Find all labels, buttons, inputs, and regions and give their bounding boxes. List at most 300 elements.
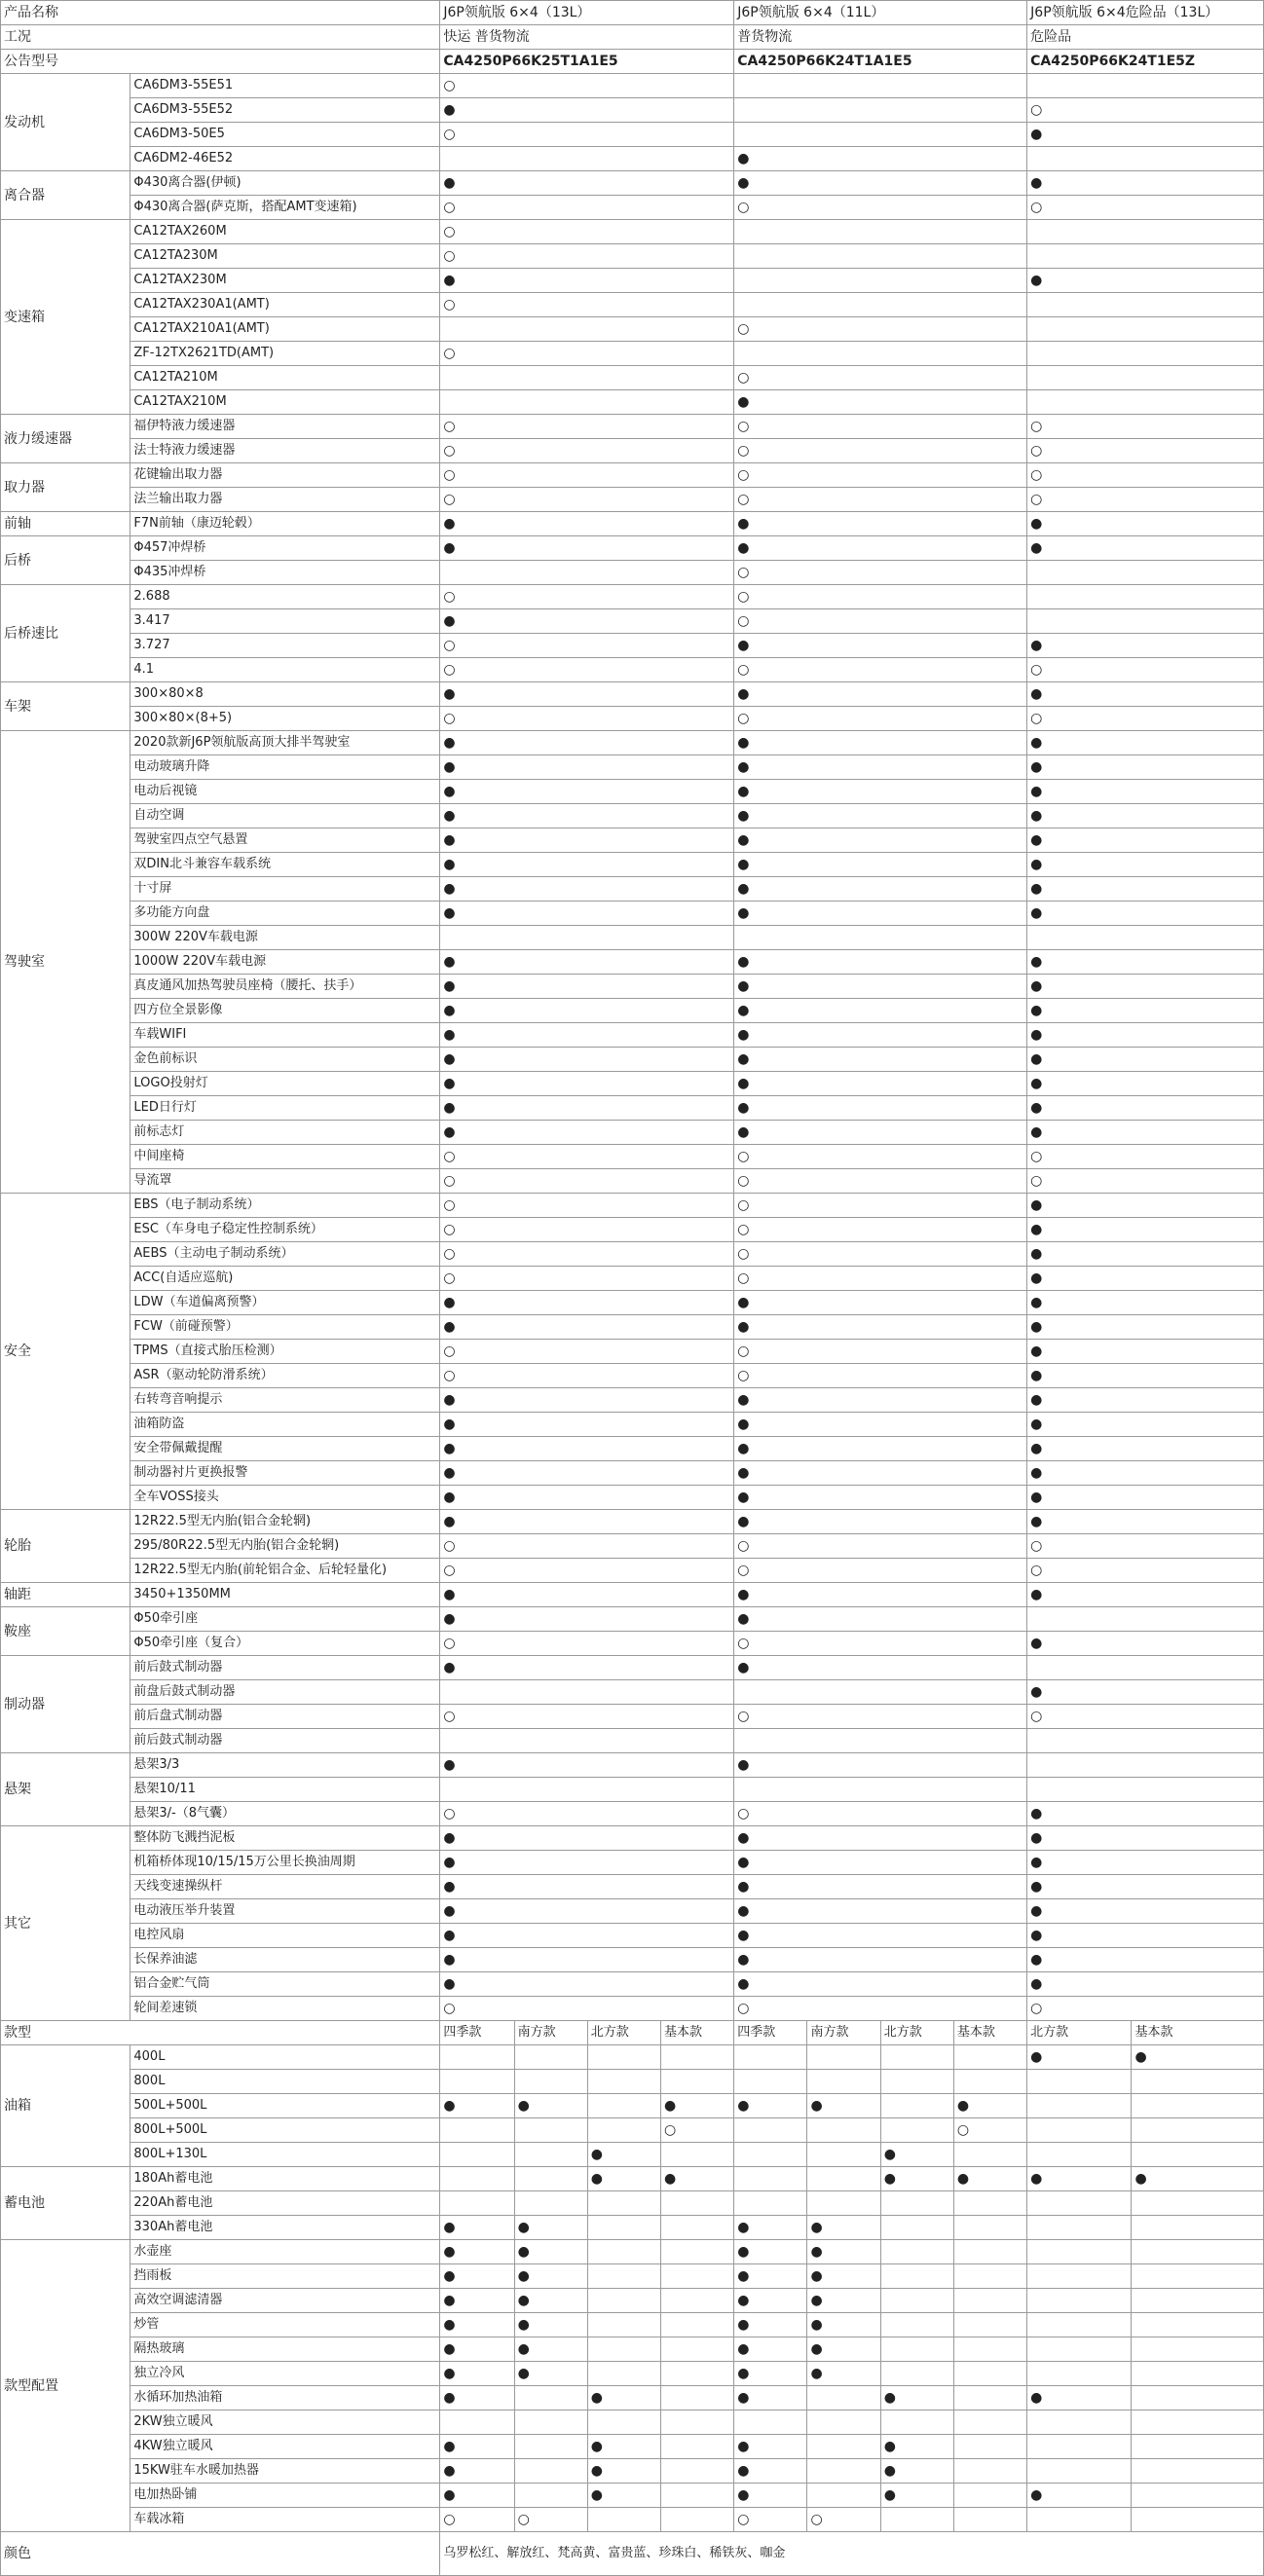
spec-mark: ○ bbox=[440, 1802, 734, 1826]
item-label: 天线变速操纵杆 bbox=[130, 1875, 440, 1899]
item-label: 法士特液力缓速器 bbox=[130, 439, 440, 463]
spec-mark bbox=[1027, 147, 1264, 171]
spec-mark: ○ bbox=[440, 1534, 734, 1559]
group-label: 轮胎 bbox=[1, 1510, 130, 1583]
variant-mark: ● bbox=[440, 2362, 514, 2386]
table-row bbox=[1, 609, 1264, 634]
variant-mark: ● bbox=[880, 2459, 953, 2484]
variant-name: 北方款 bbox=[1027, 2021, 1132, 2045]
spec-mark bbox=[1027, 1656, 1264, 1680]
group-label: 取力器 bbox=[1, 463, 130, 512]
variant-mark bbox=[1027, 2508, 1132, 2532]
variant-mark bbox=[880, 2240, 953, 2264]
variant-mark bbox=[514, 2484, 587, 2508]
variant-mark: ● bbox=[587, 2143, 660, 2167]
table-row bbox=[1, 98, 1264, 123]
spec-mark: ● bbox=[734, 536, 1027, 561]
spec-mark: ○ bbox=[1027, 98, 1264, 123]
spec-mark: ○ bbox=[1027, 658, 1264, 682]
spec-mark: ● bbox=[734, 1315, 1027, 1340]
item-label: 15KW驻车水暖加热器 bbox=[130, 2459, 440, 2484]
item-label: 高效空调滤清器 bbox=[130, 2289, 440, 2313]
spec-mark: ● bbox=[440, 731, 734, 755]
variant-mark bbox=[514, 2191, 587, 2216]
table-row bbox=[1, 2118, 1264, 2143]
variant-header-row bbox=[1, 2021, 1264, 2045]
group-label: 车架 bbox=[1, 682, 130, 731]
item-label: 金色前标识 bbox=[130, 1048, 440, 1072]
table-row bbox=[1, 1924, 1264, 1948]
variant-mark bbox=[514, 2143, 587, 2167]
spec-mark: ● bbox=[1027, 975, 1264, 999]
variant-mark bbox=[1027, 2094, 1132, 2118]
group-label: 轴距 bbox=[1, 1583, 130, 1607]
spec-mark: ● bbox=[734, 1413, 1027, 1437]
item-label: 水循环加热油箱 bbox=[130, 2386, 440, 2410]
table-row bbox=[1, 1510, 1264, 1534]
spec-mark: ○ bbox=[1027, 1534, 1264, 1559]
item-label: Φ50牵引座 bbox=[130, 1607, 440, 1632]
variant-name: 南方款 bbox=[807, 2021, 880, 2045]
spec-mark: ○ bbox=[440, 196, 734, 220]
spec-mark: ● bbox=[440, 1656, 734, 1680]
spec-mark: ● bbox=[440, 902, 734, 926]
variant-mark: ● bbox=[807, 2240, 880, 2264]
spec-mark bbox=[734, 123, 1027, 147]
variant-mark: ● bbox=[514, 2094, 587, 2118]
spec-mark: ○ bbox=[440, 293, 734, 317]
spec-mark: ● bbox=[1027, 1218, 1264, 1242]
variant-mark: ● bbox=[1027, 2386, 1132, 2410]
variant-mark: ● bbox=[661, 2167, 734, 2191]
table-row bbox=[1, 1388, 1264, 1413]
spec-mark: ● bbox=[1027, 902, 1264, 926]
variant-mark bbox=[734, 2070, 807, 2094]
table-row bbox=[1, 2070, 1264, 2094]
item-label: 悬架3/-（8气囊） bbox=[130, 1802, 440, 1826]
table-row bbox=[1, 2143, 1264, 2167]
spec-mark bbox=[734, 1729, 1027, 1753]
spec-mark: ● bbox=[1027, 1340, 1264, 1364]
table-row bbox=[1, 1997, 1264, 2021]
item-label: 330Ah蓄电池 bbox=[130, 2216, 440, 2240]
spec-mark: ● bbox=[734, 1510, 1027, 1534]
group-label: 变速箱 bbox=[1, 220, 130, 415]
item-label: 300×80×8 bbox=[130, 682, 440, 707]
spec-mark: ● bbox=[440, 1388, 734, 1413]
spec-mark: ○ bbox=[734, 1194, 1027, 1218]
spec-mark: ○ bbox=[1027, 1997, 1264, 2021]
variant-mark: ● bbox=[514, 2313, 587, 2337]
variant-mark: ● bbox=[734, 2240, 807, 2264]
spec-mark: ○ bbox=[734, 196, 1027, 220]
variant-mark: ● bbox=[807, 2337, 880, 2362]
item-label: Φ457冲焊桥 bbox=[130, 536, 440, 561]
spec-mark: ● bbox=[1027, 1826, 1264, 1851]
variant-mark bbox=[1027, 2362, 1132, 2386]
variant-mark bbox=[807, 2045, 880, 2070]
spec-mark: ○ bbox=[440, 1632, 734, 1656]
spec-mark: ○ bbox=[1027, 415, 1264, 439]
variant-mark bbox=[1027, 2143, 1132, 2167]
spec-mark: ○ bbox=[1027, 707, 1264, 731]
item-label: 制动器衬片更换报警 bbox=[130, 1461, 440, 1486]
variant-mark: ● bbox=[880, 2484, 953, 2508]
table-row bbox=[1, 1121, 1264, 1145]
table-row bbox=[1, 1096, 1264, 1121]
item-label: 真皮通风加热驾驶员座椅（腰托、扶手） bbox=[130, 975, 440, 999]
spec-mark: ○ bbox=[1027, 439, 1264, 463]
table-row bbox=[1, 1315, 1264, 1340]
spec-mark: ○ bbox=[1027, 1145, 1264, 1169]
item-label: FCW（前碰预警） bbox=[130, 1315, 440, 1340]
variant-mark bbox=[953, 2191, 1026, 2216]
spec-mark: ● bbox=[440, 1607, 734, 1632]
variant-mark bbox=[953, 2289, 1026, 2313]
spec-mark: ● bbox=[734, 1924, 1027, 1948]
spec-mark: ○ bbox=[440, 707, 734, 731]
item-label: CA12TAX230M bbox=[130, 269, 440, 293]
spec-mark: ● bbox=[440, 536, 734, 561]
item-label: 多功能方向盘 bbox=[130, 902, 440, 926]
spec-mark: ○ bbox=[734, 463, 1027, 488]
spec-mark: ○ bbox=[440, 1145, 734, 1169]
spec-mark: ● bbox=[734, 1851, 1027, 1875]
item-label: CA12TA210M bbox=[130, 366, 440, 390]
item-label: Φ435冲焊桥 bbox=[130, 561, 440, 585]
variant-mark bbox=[1132, 2216, 1264, 2240]
spec-mark: ● bbox=[1027, 828, 1264, 853]
spec-mark: ● bbox=[440, 1948, 734, 1972]
spec-mark: ● bbox=[1027, 536, 1264, 561]
spec-mark: ○ bbox=[734, 317, 1027, 342]
item-label: TPMS（直接式胎压检测） bbox=[130, 1340, 440, 1364]
spec-mark bbox=[440, 366, 734, 390]
item-label: 前盘后鼓式制动器 bbox=[130, 1680, 440, 1705]
spec-mark: ● bbox=[734, 1096, 1027, 1121]
spec-mark: ○ bbox=[440, 1267, 734, 1291]
variant-mark bbox=[734, 2045, 807, 2070]
variant-mark: ● bbox=[734, 2386, 807, 2410]
table-row bbox=[1, 1607, 1264, 1632]
spec-mark bbox=[1027, 390, 1264, 415]
color-label: 颜色 bbox=[1, 2532, 440, 2576]
spec-mark: ○ bbox=[734, 707, 1027, 731]
item-label: AEBS（主动电子制动系统） bbox=[130, 1242, 440, 1267]
table-row bbox=[1, 975, 1264, 999]
item-label: F7N前轴（康迈轮毂） bbox=[130, 512, 440, 536]
spec-mark: ● bbox=[734, 1899, 1027, 1924]
variant-mark: ● bbox=[807, 2264, 880, 2289]
variant-mark: ● bbox=[1132, 2167, 1264, 2191]
variant-mark bbox=[953, 2337, 1026, 2362]
item-label: 导流罩 bbox=[130, 1169, 440, 1194]
variant-mark bbox=[440, 2191, 514, 2216]
spec-mark: ● bbox=[1027, 1072, 1264, 1096]
item-label: CA12TAX260M bbox=[130, 220, 440, 244]
item-label: 3450+1350MM bbox=[130, 1583, 440, 1607]
variant-mark bbox=[661, 2410, 734, 2435]
variant-name: 四季款 bbox=[734, 2021, 807, 2045]
spec-mark: ● bbox=[440, 1437, 734, 1461]
variant-mark bbox=[514, 2167, 587, 2191]
table-row bbox=[1, 2264, 1264, 2289]
spec-mark: ● bbox=[734, 1583, 1027, 1607]
variant-mark bbox=[1132, 2459, 1264, 2484]
item-label: 前标志灯 bbox=[130, 1121, 440, 1145]
variant-mark bbox=[953, 2508, 1026, 2532]
variant-mark bbox=[1027, 2435, 1132, 2459]
variant-mark: ● bbox=[514, 2240, 587, 2264]
spec-mark: ● bbox=[734, 1461, 1027, 1486]
condition-3: 危险品 bbox=[1027, 25, 1264, 50]
variant-mark bbox=[953, 2435, 1026, 2459]
item-label: 机箱桥体现10/15/15万公里长换油周期 bbox=[130, 1851, 440, 1875]
spec-mark: ● bbox=[734, 390, 1027, 415]
item-label: 悬架10/11 bbox=[130, 1778, 440, 1802]
spec-mark: ○ bbox=[734, 1534, 1027, 1559]
variant-mark: ● bbox=[514, 2289, 587, 2313]
variant-mark: ○ bbox=[514, 2508, 587, 2532]
spec-mark: ○ bbox=[1027, 1705, 1264, 1729]
item-label: Φ50牵引座（复合） bbox=[130, 1632, 440, 1656]
item-label: 2.688 bbox=[130, 585, 440, 609]
item-label: 油箱防盗 bbox=[130, 1413, 440, 1437]
variant-mark bbox=[880, 2362, 953, 2386]
item-label: 电控风扇 bbox=[130, 1924, 440, 1948]
variant-mark: ● bbox=[587, 2484, 660, 2508]
item-label: 挡雨板 bbox=[130, 2264, 440, 2289]
spec-mark: ○ bbox=[734, 1364, 1027, 1388]
table-row bbox=[1, 2094, 1264, 2118]
spec-mark: ● bbox=[734, 1291, 1027, 1315]
variant-mark bbox=[1027, 2337, 1132, 2362]
table-row bbox=[1, 366, 1264, 390]
variant-mark bbox=[661, 2435, 734, 2459]
spec-mark: ● bbox=[734, 1875, 1027, 1899]
item-label: 车载WIFI bbox=[130, 1023, 440, 1048]
spec-mark: ● bbox=[1027, 1048, 1264, 1072]
variant-mark: ● bbox=[734, 2313, 807, 2337]
group-label: 蓄电池 bbox=[1, 2167, 130, 2240]
table-row bbox=[1, 658, 1264, 682]
product-name-1: J6P领航版 6×4（13L） bbox=[440, 1, 734, 25]
table-row bbox=[1, 2167, 1264, 2191]
table-row bbox=[1, 1267, 1264, 1291]
variant-mark bbox=[587, 2240, 660, 2264]
spec-mark: ● bbox=[1027, 1291, 1264, 1315]
item-label: 2KW独立暖风 bbox=[130, 2410, 440, 2435]
item-label: 电动后视镜 bbox=[130, 780, 440, 804]
variant-mark bbox=[661, 2362, 734, 2386]
spec-mark: ○ bbox=[734, 439, 1027, 463]
table-row bbox=[1, 536, 1264, 561]
spec-mark: ● bbox=[1027, 1461, 1264, 1486]
item-label: 300×80×(8+5) bbox=[130, 707, 440, 731]
spec-mark: ● bbox=[440, 269, 734, 293]
item-label: CA6DM3-55E52 bbox=[130, 98, 440, 123]
variant-mark bbox=[440, 2410, 514, 2435]
spec-mark bbox=[1027, 561, 1264, 585]
item-label: 295/80R22.5型无内胎(铝合金轮辋) bbox=[130, 1534, 440, 1559]
item-label: 2020款新J6P领航版高顶大排半驾驶室 bbox=[130, 731, 440, 755]
spec-mark: ● bbox=[1027, 780, 1264, 804]
variant-mark bbox=[661, 2386, 734, 2410]
variant-mark bbox=[807, 2459, 880, 2484]
spec-mark bbox=[734, 342, 1027, 366]
spec-mark bbox=[1027, 1729, 1264, 1753]
table-row bbox=[1, 2045, 1264, 2070]
variant-name: 基本款 bbox=[661, 2021, 734, 2045]
spec-mark: ● bbox=[440, 1826, 734, 1851]
variant-mark bbox=[661, 2191, 734, 2216]
variant-mark bbox=[807, 2435, 880, 2459]
table-row bbox=[1, 1145, 1264, 1169]
item-label: CA6DM3-55E51 bbox=[130, 74, 440, 98]
spec-mark bbox=[734, 74, 1027, 98]
variant-mark bbox=[953, 2216, 1026, 2240]
spec-mark: ○ bbox=[734, 1169, 1027, 1194]
spec-mark: ● bbox=[734, 1948, 1027, 1972]
spec-mark: ● bbox=[1027, 853, 1264, 877]
spec-mark: ● bbox=[1027, 1267, 1264, 1291]
item-label: 独立冷风 bbox=[130, 2362, 440, 2386]
spec-mark: ○ bbox=[1027, 1169, 1264, 1194]
item-label: 铝合金贮气筒 bbox=[130, 1972, 440, 1997]
spec-mark: ○ bbox=[440, 1218, 734, 1242]
variant-mark bbox=[1132, 2435, 1264, 2459]
variant-mark bbox=[953, 2410, 1026, 2435]
spec-mark: ● bbox=[1027, 634, 1264, 658]
variant-name: 北方款 bbox=[880, 2021, 953, 2045]
spec-mark: ● bbox=[1027, 123, 1264, 147]
table-row bbox=[1, 463, 1264, 488]
variant-mark bbox=[1132, 2337, 1264, 2362]
item-label: CA12TAX230A1(AMT) bbox=[130, 293, 440, 317]
item-label: ACC(自适应巡航) bbox=[130, 1267, 440, 1291]
spec-mark: ● bbox=[734, 853, 1027, 877]
table-row bbox=[1, 1875, 1264, 1899]
spec-mark: ○ bbox=[734, 609, 1027, 634]
spec-mark: ○ bbox=[734, 1267, 1027, 1291]
variant-mark bbox=[807, 2191, 880, 2216]
product-name-2: J6P领航版 6×4（11L） bbox=[734, 1, 1027, 25]
table-row bbox=[1, 950, 1264, 975]
spec-mark: ● bbox=[1027, 1413, 1264, 1437]
variant-mark: ● bbox=[734, 2484, 807, 2508]
variant-mark: ● bbox=[587, 2386, 660, 2410]
variant-mark bbox=[880, 2337, 953, 2362]
spec-mark: ● bbox=[440, 609, 734, 634]
item-label: CA12TA230M bbox=[130, 244, 440, 269]
table-row bbox=[1, 1534, 1264, 1559]
spec-mark: ● bbox=[1027, 1948, 1264, 1972]
variant-mark: ● bbox=[440, 2240, 514, 2264]
table-row bbox=[1, 634, 1264, 658]
table-row bbox=[1, 390, 1264, 415]
item-label: 法兰输出取力器 bbox=[130, 488, 440, 512]
variant-mark bbox=[880, 2410, 953, 2435]
table-row bbox=[1, 2435, 1264, 2459]
notice-model-3: CA4250P66K24T1E5Z bbox=[1027, 50, 1264, 74]
spec-mark: ○ bbox=[440, 585, 734, 609]
variant-mark: ● bbox=[587, 2435, 660, 2459]
spec-mark: ○ bbox=[440, 1705, 734, 1729]
spec-mark: ● bbox=[734, 877, 1027, 902]
spec-mark: ● bbox=[1027, 1023, 1264, 1048]
group-label: 后桥 bbox=[1, 536, 130, 585]
spec-mark: ● bbox=[734, 1972, 1027, 1997]
variant-name: 北方款 bbox=[587, 2021, 660, 2045]
variant-mark bbox=[1132, 2289, 1264, 2313]
item-label: CA6DM2-46E52 bbox=[130, 147, 440, 171]
spec-mark: ● bbox=[1027, 1680, 1264, 1705]
table-row bbox=[1, 1413, 1264, 1437]
variant-mark: ● bbox=[807, 2313, 880, 2337]
item-label: EBS（电子制动系统） bbox=[130, 1194, 440, 1218]
spec-mark: ○ bbox=[440, 1169, 734, 1194]
variant-mark bbox=[514, 2045, 587, 2070]
variant-mark: ● bbox=[1027, 2167, 1132, 2191]
item-label: 炒管 bbox=[130, 2313, 440, 2337]
item-label: ZF-12TX2621TD(AMT) bbox=[130, 342, 440, 366]
spec-mark: ○ bbox=[734, 488, 1027, 512]
variant-mark bbox=[953, 2070, 1026, 2094]
spec-mark: ○ bbox=[734, 1340, 1027, 1364]
variant-mark bbox=[1132, 2313, 1264, 2337]
spec-mark: ● bbox=[440, 1875, 734, 1899]
table-row bbox=[1, 293, 1264, 317]
spec-mark: ● bbox=[734, 950, 1027, 975]
variant-mark: ● bbox=[1132, 2045, 1264, 2070]
group-label: 后桥速比 bbox=[1, 585, 130, 682]
spec-mark: ○ bbox=[734, 1242, 1027, 1267]
variant-mark bbox=[953, 2240, 1026, 2264]
table-row bbox=[1, 2337, 1264, 2362]
spec-mark: ○ bbox=[440, 463, 734, 488]
variant-mark: ● bbox=[514, 2362, 587, 2386]
variant-mark bbox=[661, 2313, 734, 2337]
spec-mark bbox=[1027, 342, 1264, 366]
notice-model-label: 公告型号 bbox=[1, 50, 440, 74]
item-label: LED日行灯 bbox=[130, 1096, 440, 1121]
table-row bbox=[1, 2410, 1264, 2435]
variant-mark bbox=[807, 2484, 880, 2508]
variant-mark: ● bbox=[587, 2459, 660, 2484]
group-label: 驾驶室 bbox=[1, 731, 130, 1194]
table-row bbox=[1, 123, 1264, 147]
variant-mark bbox=[587, 2313, 660, 2337]
variant-mark bbox=[587, 2362, 660, 2386]
spec-mark: ○ bbox=[440, 1340, 734, 1364]
group-label: 悬架 bbox=[1, 1753, 130, 1826]
spec-mark: ● bbox=[440, 1121, 734, 1145]
item-label: 福伊特液力缓速器 bbox=[130, 415, 440, 439]
variant-mark: ● bbox=[514, 2216, 587, 2240]
table-row bbox=[1, 755, 1264, 780]
spec-mark: ● bbox=[734, 512, 1027, 536]
spec-mark: ● bbox=[440, 804, 734, 828]
variant-mark bbox=[514, 2386, 587, 2410]
item-label: ESC（车身电子稳定性控制系统） bbox=[130, 1218, 440, 1242]
spec-mark: ○ bbox=[1027, 196, 1264, 220]
variant-mark: ● bbox=[807, 2289, 880, 2313]
item-label: 800L+130L bbox=[130, 2143, 440, 2167]
item-label: ASR（驱动轮防滑系统） bbox=[130, 1364, 440, 1388]
variant-mark bbox=[1132, 2484, 1264, 2508]
product-name-3: J6P领航版 6×4危险品（13L） bbox=[1027, 1, 1264, 25]
spec-mark: ● bbox=[1027, 1388, 1264, 1413]
